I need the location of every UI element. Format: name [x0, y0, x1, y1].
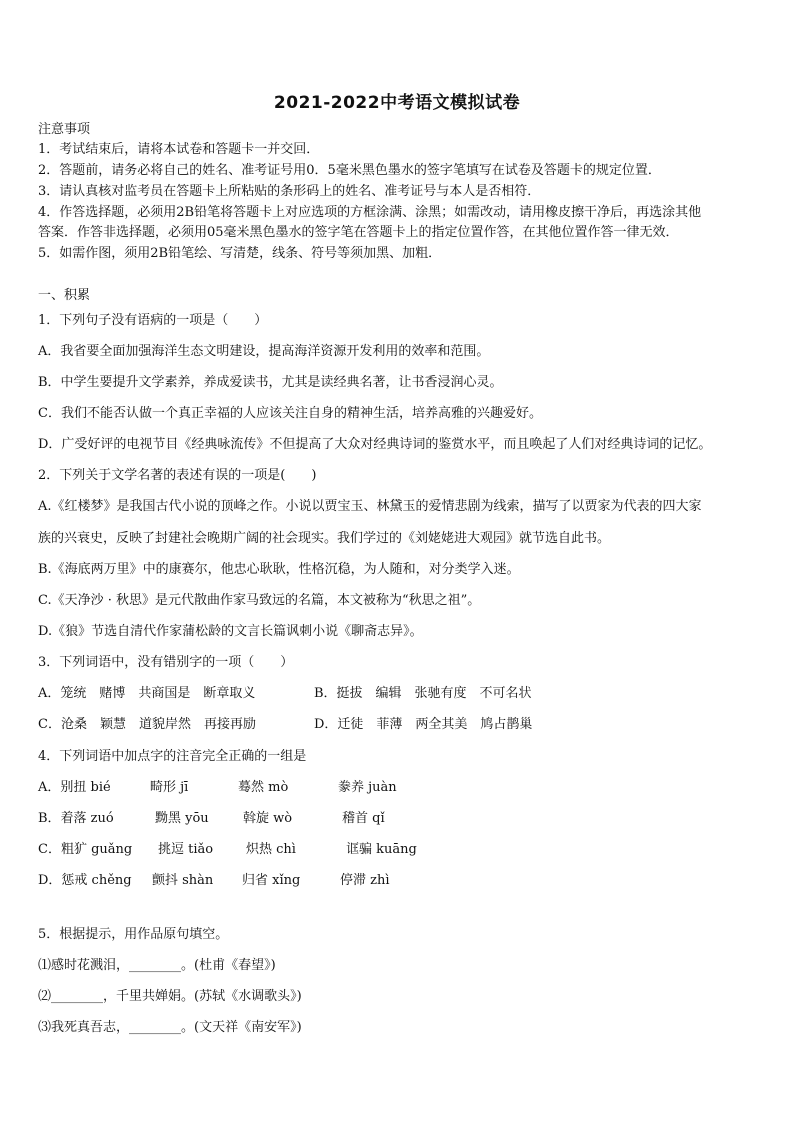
notice-heading: 注意事项 [38, 122, 91, 137]
question-4-d-word-2: 颤抖 shàn [152, 873, 214, 888]
question-4-a-word-1: A．别扭 bié [38, 780, 111, 795]
notice-item-2: 2．答题前，请务必将自己的姓名、准考证号用0．5毫米黑色墨水的签字笔填写在试卷及答题卡的规定位置． [38, 163, 661, 178]
question-4-d-word-3: 归省 xǐng [242, 873, 301, 888]
question-2-option-a-cont: 族的兴衰史，反映了封建社会晚期广阔的社会现实。我们学过的《刘姥姥进大观园》就节选自此书。 [38, 531, 611, 546]
question-4-c-word-4: 诓骗 kuāng [346, 842, 417, 857]
question-4-stem: 4．下列词语中加点字的注音完全正确的一组是 [38, 749, 307, 764]
question-2-stem: 2．下列关于文学名著的表述有误的一项是( ) [38, 468, 317, 483]
question-4-d-word-1: D．惩戒 chěng [38, 873, 132, 888]
question-1-option-b: B．中学生要提升文学素养，养成爱读书，尤其是读经典名著，让书香浸润心灵。 [38, 375, 503, 390]
question-4-d-word-4: 停滞 zhì [340, 873, 390, 888]
question-4-a-word-2: 畸形 jī [150, 780, 189, 795]
question-4-c-word-1: C．粗犷 guǎng [38, 842, 133, 857]
notice-item-4-cont: 答案．作答非选择题，必须用05毫米黑色墨水的签字笔在答题卡上的指定位置作答，在其他位置作答一律无效． [38, 225, 679, 240]
question-5-blank-1: ⑴感时花溅泪，________。(杜甫《春望》) [38, 958, 276, 973]
question-1-option-d: D．广受好评的电视节目《经典咏流传》不但提高了大众对经典诗词的鉴赏水平，而且唤起了人们对经典诗词的记忆。 [38, 437, 712, 452]
question-5-blank-2: ⑵________，千里共婵娟。(苏轼《水调歌头》) [38, 989, 302, 1004]
question-3-stem: 3．下列词语中，没有错别字的一项（ ） [38, 655, 294, 670]
question-3-option-d: D．迁徒 菲薄 两全其美 鸠占鹊巢 [314, 717, 533, 732]
question-1-option-c: C．我们不能否认做一个真正幸福的人应该关注自身的精神生活，培养高雅的兴趣爱好。 [38, 406, 542, 421]
exam-title: 2021-2022中考语文模拟试卷 [273, 93, 521, 113]
question-4-c-word-2: 挑逗 tiǎo [158, 842, 214, 857]
question-4-c-word-3: 炽热 chì [246, 842, 296, 857]
question-5-stem: 5．根据提示，用作品原句填空。 [38, 927, 229, 942]
question-4-b-word-2: 黝黑 yōu [155, 811, 209, 826]
question-2-option-b: B.《海底两万里》中的康赛尔，他忠心耿耿，性格沉稳，为人随和，对分类学入迷。 [38, 562, 520, 577]
question-4-b-word-4: 稽首 qǐ [342, 811, 385, 826]
question-3-option-c: C．沧桑 颖慧 道貌岸然 再接再励 [38, 717, 256, 732]
notice-item-3: 3．请认真核对监考员在答题卡上所粘贴的条形码上的姓名、准考证号与本人是否相符． [38, 184, 541, 199]
question-4-a-word-4: 豢养 juàn [338, 780, 397, 795]
question-5-blank-3: ⑶我死真吾志，________。(文天祥《南安军》) [38, 1020, 302, 1035]
section-heading: 一、积累 [38, 288, 91, 303]
question-4-a-word-3: 蓦然 mò [238, 780, 289, 795]
notice-item-5: 5．如需作图，须用2B铅笔绘、写清楚，线条、符号等须加黑、加粗． [38, 246, 442, 261]
notice-item-4: 4．作答选择题，必须用2B铅笔将答题卡上对应选项的方框涂满、涂黑；如需改动，请用橡皮擦干净后，再选涂其他 [38, 205, 702, 220]
notice-item-1: 1．考试结束后，请将本试卷和答题卡一并交回． [38, 142, 320, 157]
question-3-option-a: A．笼统 赌博 共商国是 断章取义 [38, 686, 256, 701]
question-1-option-a: A．我省要全面加强海洋生态文明建设，提高海洋资源开发利用的效率和范围。 [38, 344, 490, 359]
question-2-option-d: D.《狼》节选自清代作家蒲松龄的文言长篇讽刺小说《聊斋志异》。 [38, 624, 423, 639]
question-4-b-word-3: 斡旋 wò [243, 811, 293, 826]
question-2-option-c: C.《天净沙 · 秋思》是元代散曲作家马致远的名篇，本文被称为“秋思之祖”。 [38, 593, 481, 608]
question-4-b-word-1: B．着落 zuó [38, 811, 114, 826]
question-1-stem: 1．下列句子没有语病的一项是（ ） [38, 313, 268, 328]
question-3-option-b: B．挺拔 编辑 张驰有度 不可名状 [314, 686, 532, 701]
question-2-option-a: A.《红楼梦》是我国古代小说的顶峰之作。小说以贾宝玉、林黛玉的爱情悲剧为线索，描写了以贾家为代表的四大家 [38, 499, 702, 514]
